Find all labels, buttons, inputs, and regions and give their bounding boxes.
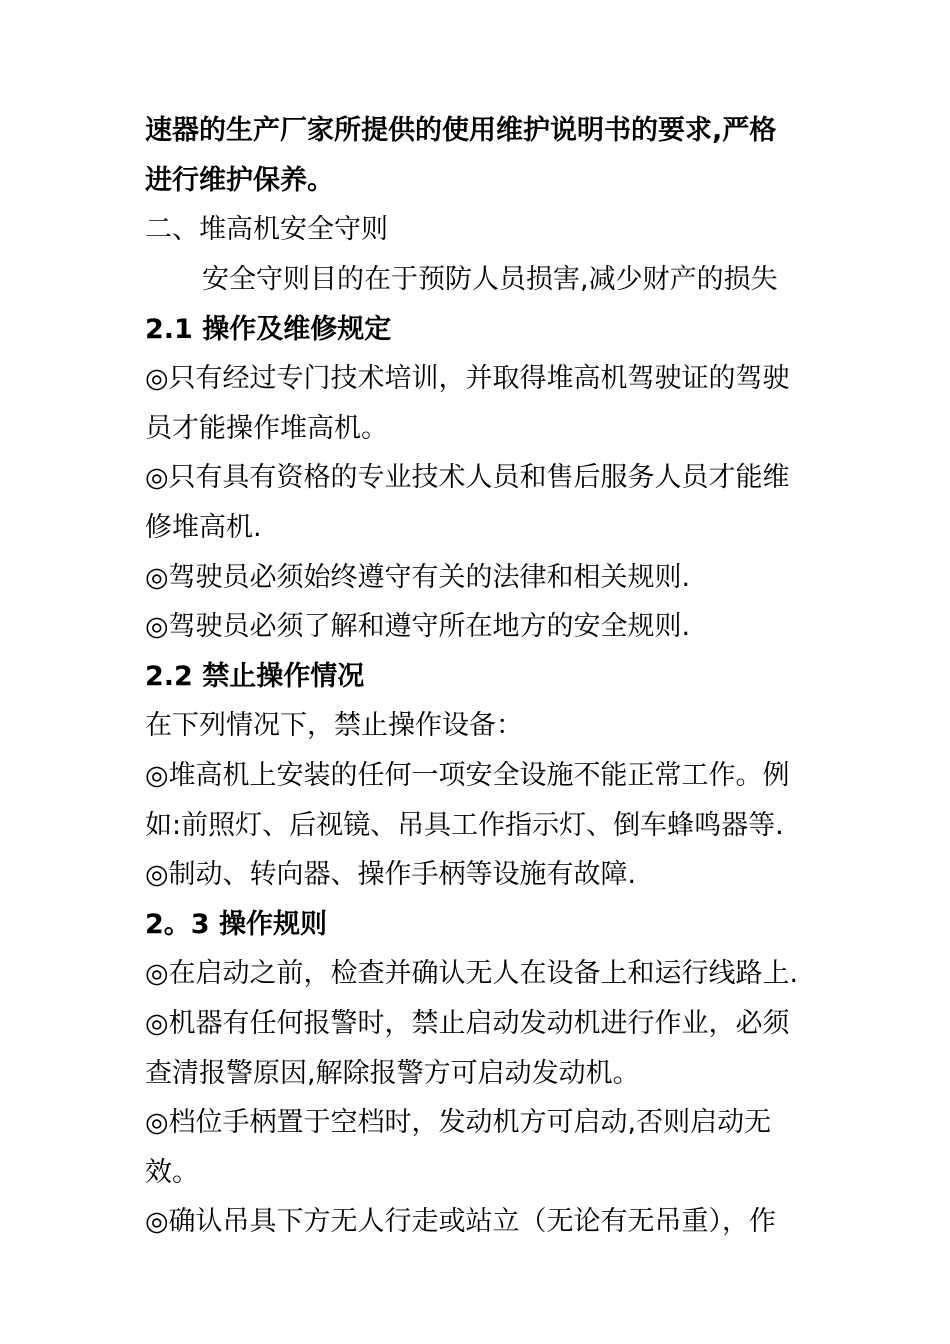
section-heading: 二、堆高机安全守则	[145, 214, 388, 245]
paragraph-line: 在下列情况下，禁止操作设备：	[145, 710, 523, 741]
subsection-heading: 2.1 操作及维修规定	[145, 314, 392, 345]
paragraph-line: 安全守则目的在于预防人员损害,减少财产的损失	[202, 264, 778, 295]
list-item: ◎只有具有资格的专业技术人员和售后服务人员才能维	[145, 462, 790, 493]
list-item: ◎驾驶员必须了解和遵守所在地方的安全规则.	[145, 611, 691, 642]
list-item: ◎制动、转向器、操作手柄等设施有故障.	[145, 859, 637, 890]
list-item-continuation: 查清报警原因,解除报警方可启动发动机。	[145, 1058, 640, 1089]
list-item-continuation: 员才能操作堆高机。	[145, 413, 388, 444]
list-item-continuation: 效。	[145, 1157, 199, 1188]
list-item-continuation: 修堆高机.	[145, 512, 262, 543]
list-item: ◎确认吊具下方无人行走或站立（无论有无吊重），作	[145, 1206, 777, 1237]
list-item: ◎驾驶员必须始终遵守有关的法律和相关规则.	[145, 562, 691, 593]
list-item: ◎在启动之前，检查并确认无人在设备上和运行线路上.	[145, 958, 799, 989]
list-item: ◎堆高机上安装的任何一项安全设施不能正常工作。例	[145, 760, 790, 791]
subsection-heading: 2。3 操作规则	[145, 909, 327, 940]
list-item: ◎只有经过专门技术培训，并取得堆高机驾驶证的驾驶	[145, 363, 790, 394]
subsection-heading: 2.2 禁止操作情况	[145, 661, 365, 692]
paragraph-line: 速器的生产厂家所提供的使用维护说明书的要求,严格	[145, 115, 777, 146]
list-item-continuation: 如:前照灯、后视镜、吊具工作指示灯、倒车蜂鸣器等.	[145, 810, 784, 841]
paragraph-line: 进行维护保养。	[145, 165, 334, 196]
list-item: ◎档位手柄置于空档时，发动机方可启动,否则启动无	[145, 1107, 772, 1138]
list-item: ◎机器有任何报警时，禁止启动发动机进行作业，必须	[145, 1008, 790, 1039]
